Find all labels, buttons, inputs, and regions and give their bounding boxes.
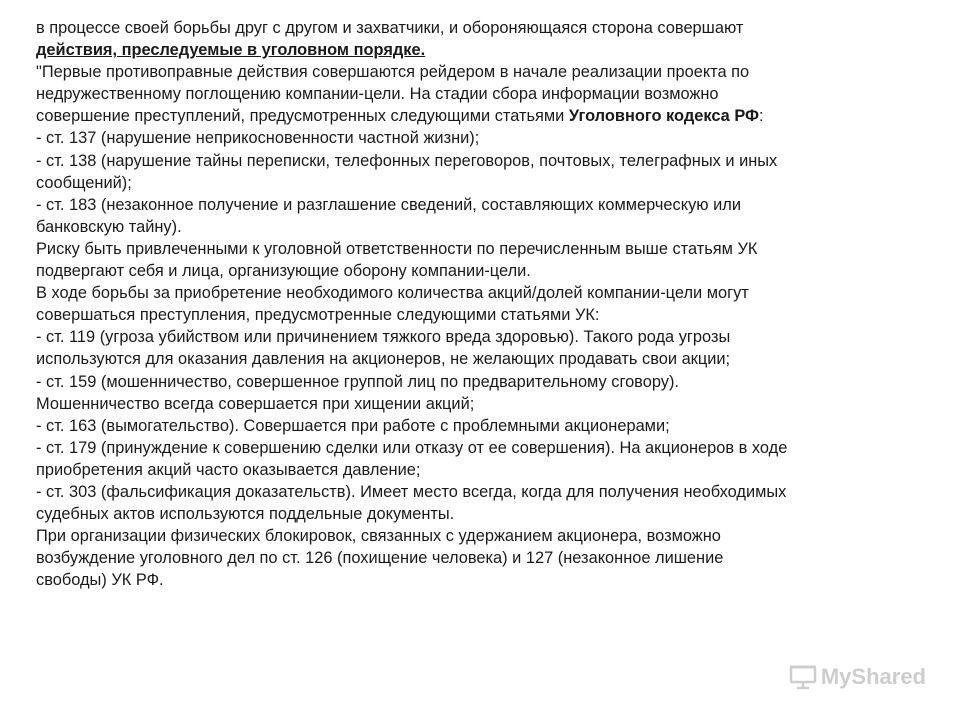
- watermark: [789, 664, 926, 690]
- article-179-line-1: - ст. 179 (принуждение к совершению сделки или отказу от ее совершения). На акционеров в ходе: [36, 438, 788, 457]
- article-183-line-2: банковскую тайну).: [36, 217, 182, 236]
- article-179-line-2: приобретения акций часто оказывается давление;: [36, 460, 421, 479]
- watermark-text: MyShared: [820, 663, 926, 689]
- article-159-line-2: Мошенничество всегда совершается при хищении акций;: [36, 394, 475, 413]
- struggle-line-1: В ходе борьбы за приобретение необходимого количества акций/долей компании-цели могут: [36, 284, 749, 303]
- paragraph-1-line-2: недружественному поглощению компании-цели. На стадии сбора информации возможно: [36, 85, 719, 104]
- blockade-line-3: свободы) УК РФ.: [36, 571, 164, 590]
- article-183-line-1: - ст. 183 (незаконное получение и разглашение сведений, составляющих коммерческую или: [36, 195, 742, 214]
- article-303-line-1: - ст. 303 (фальсификация доказательств). Имеет место всегда, когда для получения необходимых: [36, 482, 787, 501]
- presentation-logo-icon: [789, 664, 817, 690]
- blockade-line-2: возбуждение уголовного дел по ст. 126 (похищение человека) и 127 (незаконное лишение: [36, 549, 724, 568]
- criminal-code-term: Уголовного кодекса РФ: [568, 107, 760, 126]
- paragraph-1-line-3: [36, 105, 932, 127]
- paragraph-1-line-1: "Первые противоправные действия совершаются рейдером в начале реализации проекта по: [36, 63, 750, 82]
- intro-line-2: действия, преследуемые в уголовном порядке.: [36, 41, 426, 60]
- risk-line-2: подвергают себя и лица, организующие оборону компании-цели.: [36, 262, 531, 281]
- risk-line-1: Риску быть привлеченными к уголовной ответственности по перечисленным выше статьям УК: [36, 239, 758, 258]
- paragraph-1-line-3-end: :: [759, 107, 764, 126]
- blockade-line-1: При организации физических блокировок, связанных с удержанием акционера, возможно: [36, 527, 721, 546]
- intro-line-1: в процессе своей борьбы друг с другом и захватчики, и обороняющаяся сторона совершают: [36, 19, 744, 37]
- article-137: - ст. 137 (нарушение неприкосновенности частной жизни);: [36, 129, 480, 148]
- article-163: - ст. 163 (вымогательство). Совершается при работе с проблемными акционерами;: [36, 416, 670, 435]
- article-303-line-2: судебных актов используются поддельные документы.: [36, 505, 455, 524]
- paragraph-1-line-3-start: совершение преступлений, предусмотренных следующими статьями: [36, 107, 569, 126]
- article-159-line-1: - ст. 159 (мошенничество, совершенное группой лиц по предварительному сговору).: [36, 372, 679, 391]
- article-119-line-1: - ст. 119 (угроза убийством или причинением тяжкого вреда здоровью). Такого рода угрозы: [36, 328, 731, 347]
- article-119-line-2: используются для оказания давления на акционеров, не желающих продавать свои акции;: [36, 350, 731, 369]
- article-138-line-1: - ст. 138 (нарушение тайны переписки, телефонных переговоров, почтовых, телеграфных и иных: [36, 151, 778, 170]
- struggle-line-2: совершаться преступления, предусмотренные следующими статьями УК:: [36, 306, 600, 325]
- article-138-line-2: сообщений);: [36, 173, 132, 192]
